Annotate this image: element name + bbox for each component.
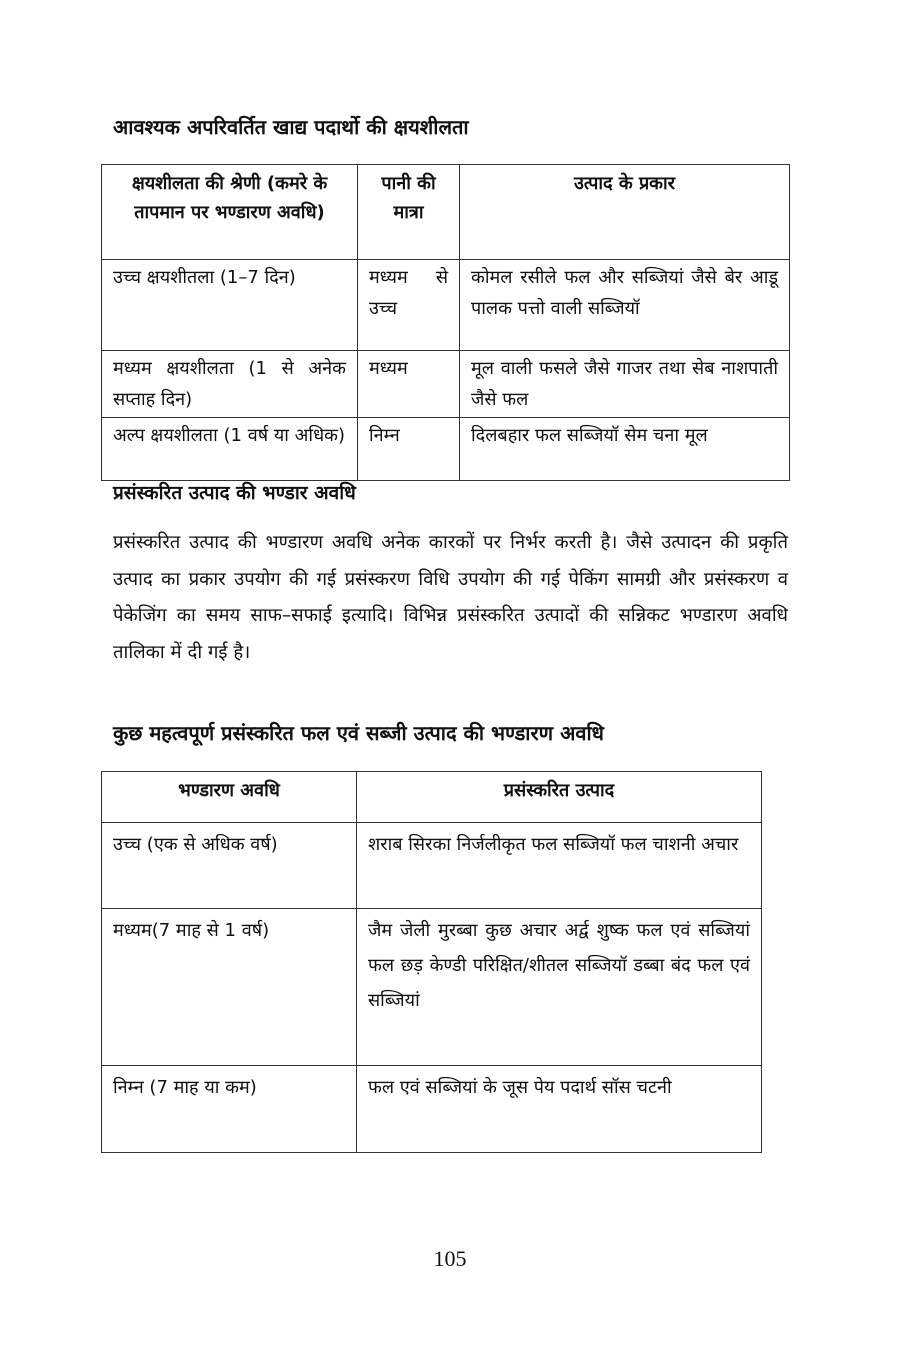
table-header-row bbox=[102, 165, 790, 260]
table-row bbox=[102, 260, 790, 351]
cell-water: निम्न bbox=[358, 418, 460, 481]
table-row bbox=[102, 823, 762, 909]
cell-water: मध्यम से उच्च bbox=[358, 260, 460, 351]
table-row bbox=[102, 909, 762, 1066]
cell-category: मध्यम क्षयशीलता (1 से अनेक सप्ताह दिन) bbox=[102, 351, 358, 418]
section-heading-processed: प्रसंस्करित उत्पाद की भण्डार अवधि bbox=[113, 482, 356, 504]
cell-period: निम्न (7 माह या कम) bbox=[102, 1066, 357, 1153]
cell-products: जैम जेली मुरब्बा कुछ अचार अर्द्व शुष्क फल एवं सब्जियां फल छड़ केण्डी परिक्षित/शीतल सब्जियॉ डब्बा बंद फल एवं सब्जियां bbox=[357, 909, 762, 1066]
header-water-content: पानी की मात्रा bbox=[358, 165, 460, 260]
cell-products: मूल वाली फसले जैसे गाजर तथा सेब नाशपाती जैसे फल bbox=[460, 351, 790, 418]
table-row bbox=[102, 1066, 762, 1153]
cell-products: फल एवं सब्जियां के जूस पेय पदार्थ सॉस चटनी bbox=[357, 1066, 762, 1153]
cell-category: अल्प क्षयशीलता (1 वर्ष या अधिक) bbox=[102, 418, 358, 481]
table-row bbox=[102, 418, 790, 481]
header-product-type: उत्पाद के प्रकार bbox=[460, 165, 790, 260]
storage-period-table bbox=[101, 771, 762, 1153]
header-perishability-category: क्षयशीलता की श्रेणी (कमरे के तापमान पर भण्डारण अवधि) bbox=[102, 165, 358, 260]
cell-products: कोमल रसीले फल और सब्जियां जैसे बेर आडू पालक पत्तो वाली सब्जियॉ bbox=[460, 260, 790, 351]
table1-title: आवश्यक अपरिवर्तित खाद्य पदार्थो की क्षयशीलता bbox=[113, 115, 469, 139]
table2-title: कुछ महत्वपूर्ण प्रसंस्करित फल एवं सब्जी उत्पाद की भण्डारण अवधि bbox=[113, 721, 604, 745]
body-paragraph: प्रसंस्करित उत्पाद की भण्डारण अवधि अनेक कारकों पर निर्भर करती है। जैसे उत्पादन की प्रकृति उत्पाद का प्रकार उपयोग की गई प्रसंस्करण विधि उपयोग की गई पेकिंग सामग्री और प्रसंस्करण व पेकेजिंग का समय साफ–सफाई इत्यादि। विभिन्न प्रसंस्करित उत्पादों की सन्निकट भण्डारण अवधि तालिका में दी गई है। bbox=[113, 532, 788, 663]
page-number: 105 bbox=[433, 1246, 467, 1271]
table-row bbox=[102, 351, 790, 418]
cell-products: शराब सिरका निर्जलीकृत फल सब्जियॉ फल चाशनी अचार bbox=[357, 823, 762, 909]
header-processed-product: प्रसंस्करित उत्पाद bbox=[357, 772, 762, 823]
header-storage-period: भण्डारण अवधि bbox=[102, 772, 357, 823]
cell-period: उच्च (एक से अधिक वर्ष) bbox=[102, 823, 357, 909]
cell-category: उच्च क्षयशीतला (1–7 दिन) bbox=[102, 260, 358, 351]
cell-period: मध्यम(7 माह से 1 वर्ष) bbox=[102, 909, 357, 1066]
cell-water: मध्यम bbox=[358, 351, 460, 418]
cell-products: दिलबहार फल सब्जियॉ सेम चना मूल bbox=[460, 418, 790, 481]
perishability-table bbox=[101, 164, 790, 481]
table-header-row bbox=[102, 772, 762, 823]
